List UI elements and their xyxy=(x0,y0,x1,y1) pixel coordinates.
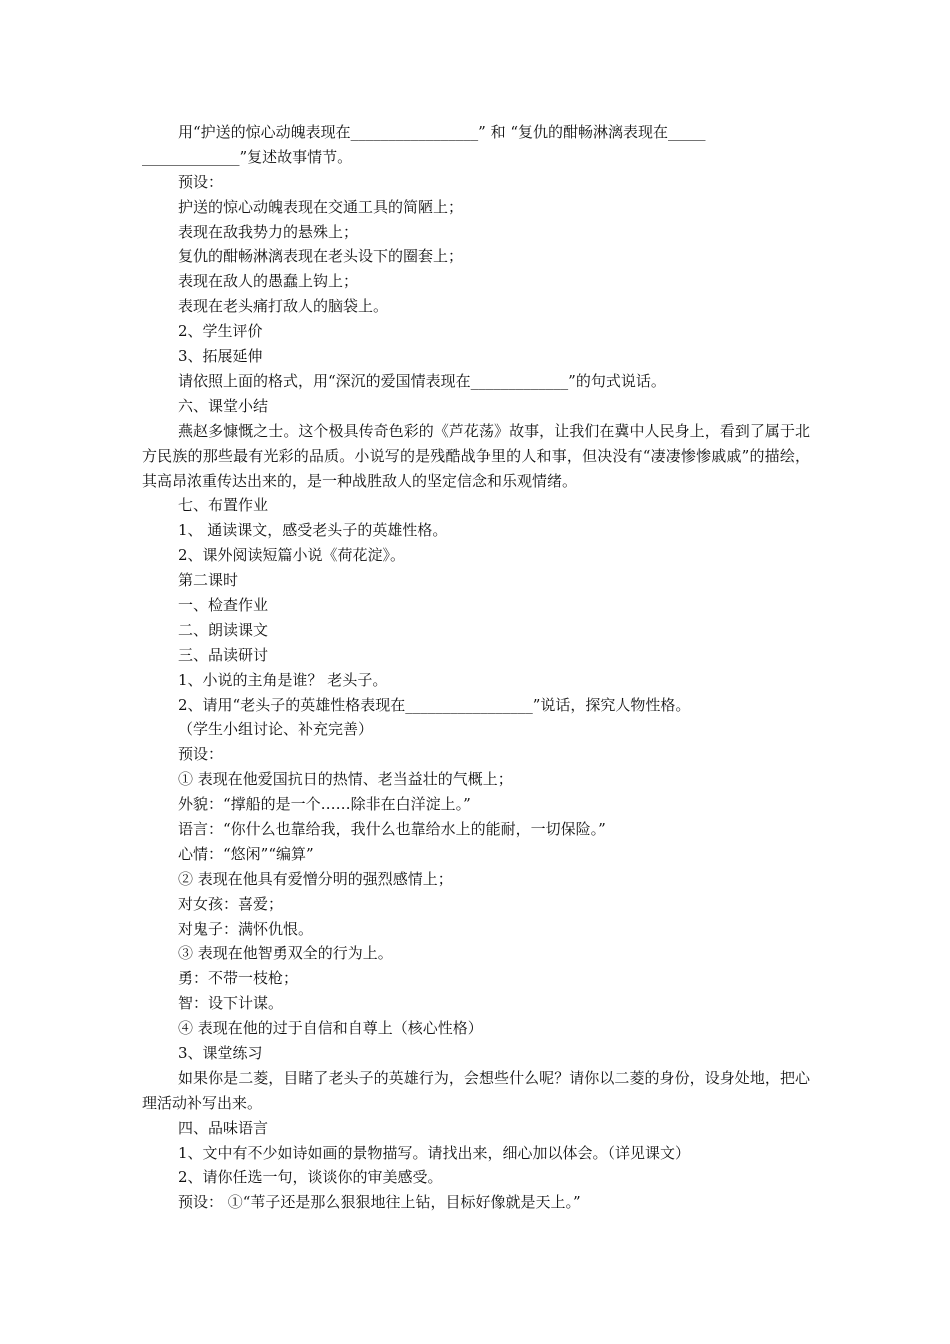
section-heading: 3、拓展延伸 xyxy=(178,347,263,366)
text-line: 复仇的酣畅淋漓表现在老头设下的圈套上； xyxy=(178,247,464,266)
text-line: （学生小组讨论、补充完善） xyxy=(178,720,374,739)
text-line: 对鬼子：满怀仇恨。 xyxy=(178,919,314,938)
text-line: ② 表现在他具有爱憎分明的强烈感情上； xyxy=(178,869,453,888)
text-line: 1、小说的主角是谁？ 老头子。 xyxy=(178,670,388,689)
text-line: 预设： ①“苇子还是那么狠狠地往上钻，目标好像就是天上。” xyxy=(178,1193,581,1212)
text-line: 请依照上面的格式，用“深沉的爱国情表现在_____________”的句式说话。 xyxy=(178,371,666,390)
lesson-heading: 第二课时 xyxy=(178,571,239,590)
text-line: 心情：“悠闲”“编算” xyxy=(178,844,314,863)
text-line: 预设： xyxy=(178,172,224,191)
section-heading: 六、课堂小结 xyxy=(178,396,269,415)
document-body xyxy=(142,120,810,1215)
section-heading: 一、检查作业 xyxy=(178,595,269,614)
text-line: 对女孩：喜爱； xyxy=(178,894,284,913)
text-line: 表现在老头痛打敌人的脑袋上。 xyxy=(178,297,389,316)
text-line: ① 表现在他爱国抗日的热情、老当益壮的气概上； xyxy=(178,770,513,789)
text-line: ④ 表现在他的过于自信和自尊上（核心性格） xyxy=(178,1019,483,1038)
text-line: 表现在敌我势力的悬殊上； xyxy=(178,222,359,241)
section-heading: 三、品读研讨 xyxy=(178,645,269,664)
text-line: ③ 表现在他智勇双全的行为上。 xyxy=(178,944,393,963)
text-line: 表现在敌人的愚蠢上钩上； xyxy=(178,272,359,291)
text-line: 语言：“你什么也靠给我，我什么也靠给水上的能耐，一切保险。” xyxy=(178,819,606,838)
text-line: 智：设下计谋。 xyxy=(178,994,284,1013)
text-line: 用“护送的惊心动魄表现在_________________” 和 “复仇的酣畅淋漓表现在_____ xyxy=(178,123,706,141)
section-heading: 四、品味语言 xyxy=(178,1118,269,1137)
exercise-paragraph: 如果你是二菱，目睹了老头子的英雄行为，会想些什么呢？请你以二菱的身份，设身处地，把心理活动补写出来。 xyxy=(142,1068,810,1112)
section-heading: 七、布置作业 xyxy=(178,496,269,515)
text-line: 1、 通读课文，感受老头子的英雄性格。 xyxy=(178,521,448,540)
text-line: 2、请你任选一句，谈谈你的审美感受。 xyxy=(178,1168,443,1187)
text-line: _____________”复述故事情节。 xyxy=(142,147,353,166)
section-heading: 3、课堂练习 xyxy=(178,1044,263,1062)
text-line: 1、文中有不少如诗如画的景物描写。请找出来，细心加以体会。（详见课文） xyxy=(178,1143,691,1162)
text-line: 2、请用“老头子的英雄性格表现在_________________”说话，探究人物性格。 xyxy=(178,695,691,714)
text-line: 护送的惊心动魄表现在交通工具的简陋上； xyxy=(178,197,464,216)
section-heading: 2、学生评价 xyxy=(178,322,263,341)
text-line: 勇：不带一枝枪； xyxy=(178,969,299,988)
text-line: 2、课外阅读短篇小说《荷花淀》。 xyxy=(178,546,406,565)
section-heading: 二、朗读课文 xyxy=(178,620,269,639)
text-line: 预设： xyxy=(178,745,224,764)
summary-paragraph: 燕赵多慷慨之士。这个极具传奇色彩的《芦花荡》故事，让我们在冀中人民身上，看到了属于北方民族的那些最有光彩的品质。小说写的是残酷战争里的人和事，但决没有“凄凄惨惨戚戚”的描绘，其高昂浓重传达出来的，是一种战胜敌人的坚定信念和乐观情绪。 xyxy=(142,421,810,490)
text-line: 外貌：“撑船的是一个……除非在白洋淀上。” xyxy=(178,795,471,814)
